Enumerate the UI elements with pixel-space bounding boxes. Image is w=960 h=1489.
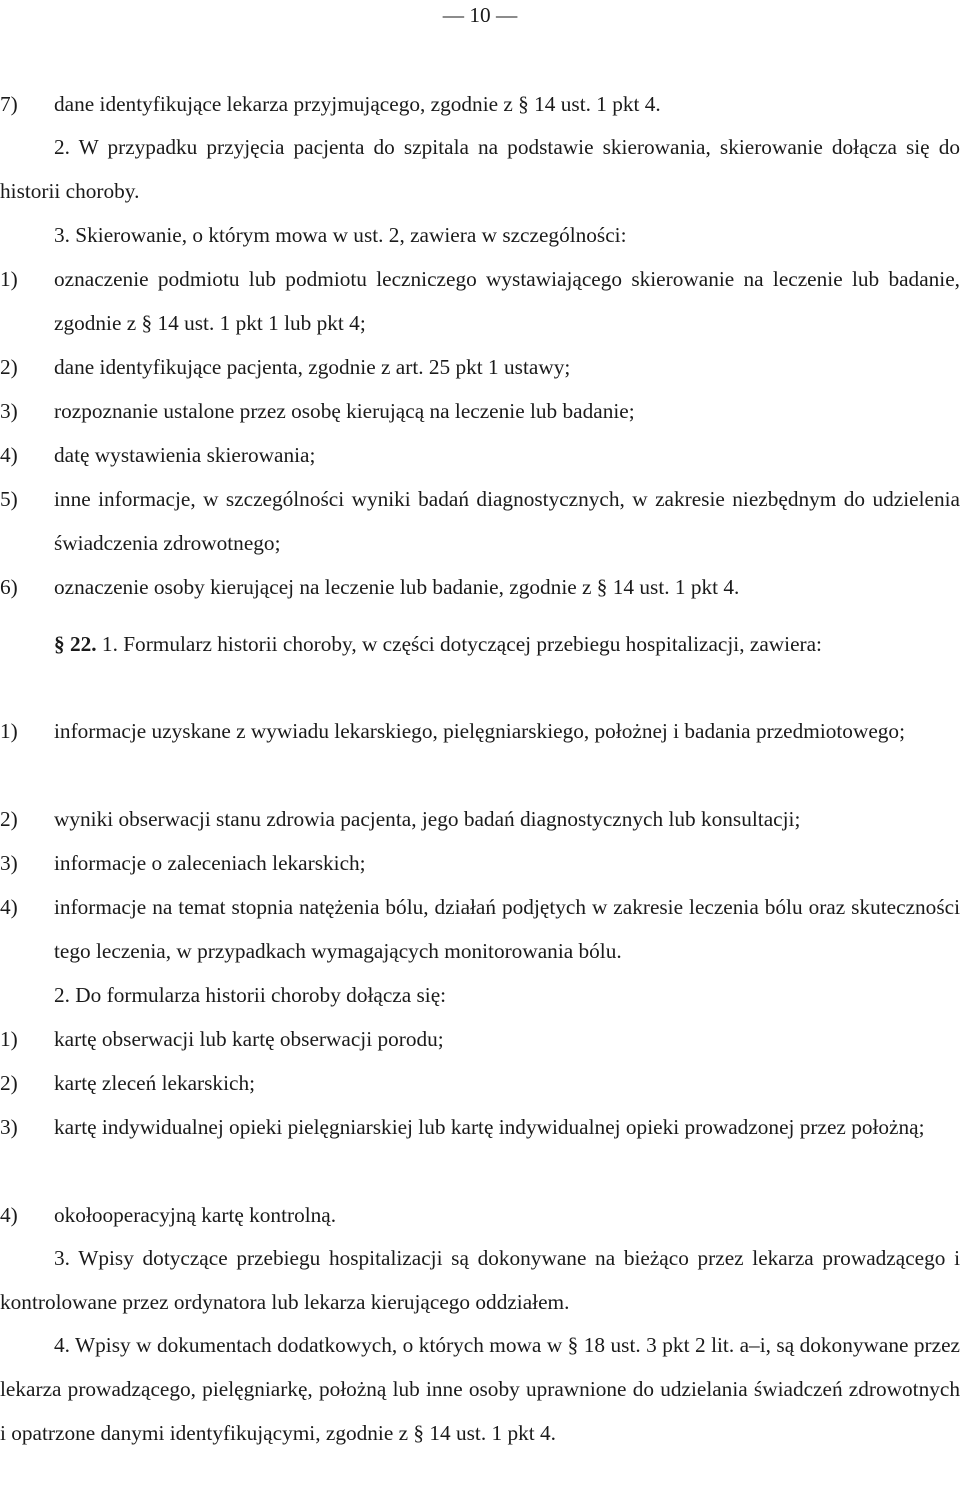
list-item [0,1105,960,1149]
item-number: 3) [0,851,18,875]
item-number: 4) [0,1203,18,1227]
item-text: dane identyfikujące lekarza przyjmującego, zgodnie z § 14 ust. 1 pkt 4. [54,92,661,116]
list-item [0,797,960,841]
item-text: oznaczenie podmiotu lub podmiotu leczniczego wystawiającego skierowanie na leczenie lub badanie, zgodnie z § 14 ust. 1 pkt 1 lub pkt 4; [54,267,960,335]
list-item [0,82,960,126]
item-text: oznaczenie osoby kierującej na leczenie lub badanie, zgodnie z § 14 ust. 1 pkt 4. [54,575,740,599]
list-item [0,1017,960,1061]
paragraph-text: 1. Formularz historii choroby, w części dotyczącej przebiegu hospitalizacji, zawiera: [96,632,822,656]
list-item [0,885,960,973]
item-text: dane identyfikujące pacjenta, zgodnie z art. 25 pkt 1 ustawy; [54,355,571,379]
list-item [0,477,960,565]
item-text: inne informacje, w szczególności wyniki badań diagnostycznych, w zakresie niezbędnym do udzielenia świadczenia zdrowotnego; [54,487,960,555]
item-number: 5) [0,487,18,511]
item-text: rozpoznanie ustalone przez osobę kierującą na leczenie lub badanie; [54,399,635,423]
list-item [0,1061,960,1105]
item-text: informacje uzyskane z wywiadu lekarskiego, pielęgniarskiego, położnej i badania przedmiotowego; [54,719,905,743]
list-item [0,565,960,609]
item-text: informacje na temat stopnia natężenia bólu, działań podjętych w zakresie leczenia bólu oraz skuteczności tego leczenia, w przypadkach wymagających monitorowania bólu. [54,895,960,963]
paragraph: 2. W przypadku przyjęcia pacjenta do szpitala na podstawie skierowania, skierowanie dołącza się do historii choroby. [0,135,960,203]
list-item [0,345,960,389]
paragraph: 3. Skierowanie, o którym mowa w ust. 2, zawiera w szczególności: [54,223,627,247]
list-item [0,1193,960,1237]
list-item [0,389,960,433]
paragraph: 2. Do formularza historii choroby dołącza się: [54,983,447,1007]
item-number: 7) [0,92,18,116]
list-item [0,841,960,885]
item-text: informacje o zaleceniach lekarskich; [54,851,366,875]
section-22-paragraph [0,622,960,666]
item-text: kartę obserwacji lub kartę obserwacji porodu; [54,1027,444,1051]
item-number: 2) [0,1071,18,1095]
paragraph: 4. Wpisy w dokumentach dodatkowych, o których mowa w § 18 ust. 3 pkt 2 lit. a–i, są dokonywane przez lekarza prowadzącego, pielęgniarkę, położną lub inne osoby uprawnione do udzielania świadczeń zdrowotnych i opatrzone danymi identyfikującymi, zgodnie z § 14 ust. 1 pkt 4. [0,1333,960,1445]
item-text: kartę zleceń lekarskich; [54,1071,256,1095]
item-number: 1) [0,719,18,743]
item-number: 6) [0,575,18,599]
list-item [0,257,960,345]
list-item [0,433,960,477]
item-number: 4) [0,895,18,919]
paragraph: 3. Wpisy dotyczące przebiegu hospitalizacji są dokonywane na bieżąco przez lekarza prowadzącego i kontrolowane przez ordynatora lub lekarza kierującego oddziałem. [0,1246,960,1314]
item-number: 2) [0,807,18,831]
item-number: 4) [0,443,18,467]
item-number: 1) [0,267,18,291]
item-number: 2) [0,355,18,379]
section-mark: § 22. [54,632,97,656]
item-text: okołooperacyjną kartę kontrolną. [54,1203,337,1227]
item-text: datę wystawienia skierowania; [54,443,316,467]
page-number: — 10 — [442,3,518,27]
item-text: wyniki obserwacji stanu zdrowia pacjenta, jego badań diagnostycznych lub konsultacji; [54,807,801,831]
item-number: 3) [0,1115,18,1139]
list-item [0,709,960,753]
item-number: 1) [0,1027,18,1051]
item-text: kartę indywidualnej opieki pielęgniarskiej lub kartę indywidualnej opieki prowadzonej przez położną; [54,1115,925,1139]
item-number: 3) [0,399,18,423]
